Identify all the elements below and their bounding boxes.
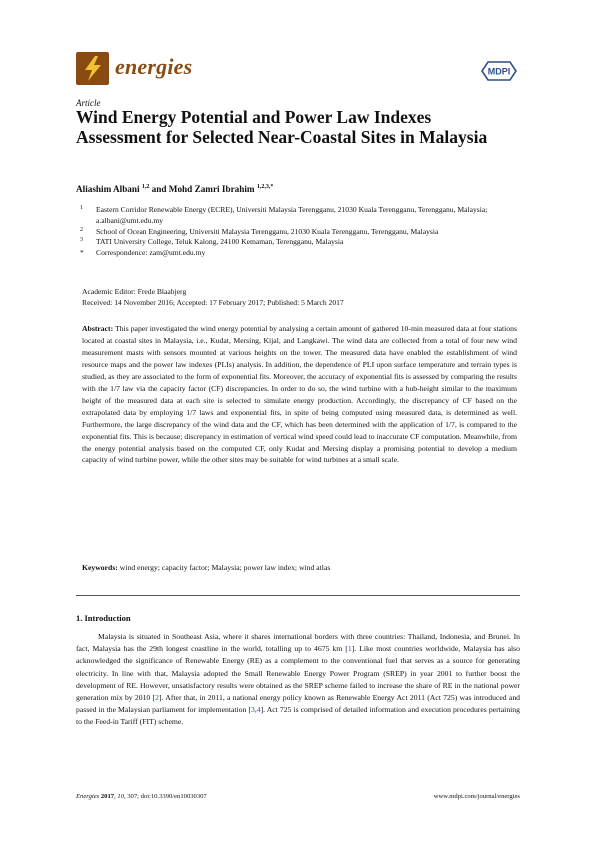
section-heading: 1. Introduction <box>76 613 131 623</box>
journal-url[interactable]: www.mdpi.com/journal/energies <box>433 793 520 800</box>
citation-link[interactable]: 1 <box>347 644 352 654</box>
introduction-paragraph: Malaysia is situated in Southeast Asia, where it shares international borders with three countries: Thailand, Indonesia, and Brunei. In fact, Malaysia has the 29th longest coastline in the world, totalling up to 4675 km [1]. Like most countries worldwide, Malaysia has also acknowledged the significance of Renewable Energy (RE) as a complement to the conventional fuel that serves as a source for generating electricity. In line with that, Malaysia adopted the Small Renewable Energy Power Program (SREP) in year 2001 to further boost the development of RE. However, unsatisfactory results were obtained as the SREP scheme failed to increase the share of RE in the national power generation mix by 2010 [2]. After that, in 2011, a national energy policy known as Renewable Energy Act 2011 (Act 725) was introduced and passed in the Malaysian parliament for implementation [3,4]. Act 725 is comprised of detailed information and execution procedures pertaining to the Feed-in Tariff (FIT) scheme. <box>76 632 521 727</box>
journal-name: energies <box>115 54 193 79</box>
keywords-label: Keywords: <box>82 563 118 572</box>
affiliation-list <box>76 205 516 259</box>
keywords <box>82 563 517 572</box>
abstract-label: Abstract: <box>82 324 114 333</box>
academic-editor: Academic Editor: Frede Blaabjerg <box>82 287 187 296</box>
abstract-text: This paper investigated the wind energy potential by analysing a certain amount of gathered 10-min measured data at four stations located at coastal sites in Malaysia, i.e., Kudat, Mersing, Kijal, and Langkawi. The wind data are collected from a total of four new wind measurement masts with sensors mounted at various heights on the tower. The measured data have enabled the establishment of wind resource maps and the power law indexes (PLIs) analysis. In addition, the dependence of PLI upon surface temperature and terrain types is studied, as they are associated to the form of exponential fits. Moreover, the accuracy of exponential fits is assessed by comparing the results with the 1/7 law via the capacity factor (CF) discrepancies. In order to do so, the wind turbine with a hub-height similar to the maximum height of the measured data at each site is selected to simulate energy production. Accordingly, the discrepancy of CF based on the extrapolated data by employing 1/7 laws and exponential fits, in spite of being computed using measured data, is determined as well. Furthermore, the large discrepancy of the wind data and the CF, which has been determined with the application of 1/7, is compared to the exponential fits. This is because; discrepancy in estimation of vertical wind speed could lead to inaccurate CF computation. Meanwhile, from the energy potential analysis based on the computed CF, only Kudat and Mersing display a promising potential to develop a medium capacity of wind turbine power, while the other sites may be suitable for wind turbines at a small scale. <box>82 324 517 465</box>
svg-text:MDPI: MDPI <box>487 66 511 77</box>
citation-footer: Energies 2017, 10, 307; doi:10.3390/en10030307 <box>76 793 207 800</box>
keywords-text: wind energy; capacity factor; Malaysia; power law index; wind atlas <box>119 563 331 572</box>
author-name: Mohd Zamri Ibrahim <box>168 184 255 195</box>
author-list <box>76 184 273 194</box>
citation-link[interactable]: 2 <box>155 693 159 703</box>
affiliation-item: 1 Eastern Corridor Renewable Energy (ECRE), Universiti Malaysia Terengganu, 21030 Kuala Terengganu, Terengganu, Malaysia; a.albani@umt.edu.my <box>80 205 488 225</box>
author-name: Aliashim Albani <box>76 184 140 195</box>
paper-title: Wind Energy Potential and Power Law Indexes Assessment for Selected Near-Coastal Sites in Malaysia <box>76 107 488 147</box>
affiliation-item: 2 School of Ocean Engineering, Universiti Malaysia Terengganu, 21030 Kuala Terengganu, Terengganu, Malaysia <box>80 226 439 236</box>
citation-link[interactable]: 3 <box>250 705 255 715</box>
publisher-logo <box>478 58 520 89</box>
publication-dates: Received: 14 November 2016; Accepted: 17 February 2017; Published: 5 March 2017 <box>82 298 344 307</box>
author-affiliation-marks: 1,2 <box>141 184 150 190</box>
journal-logo-icon <box>76 52 109 85</box>
section-divider <box>76 595 520 596</box>
affiliation-item: 3 TATI University College, Teluk Kalong, 24100 Kemaman, Terengganu, Malaysia <box>80 237 344 247</box>
publication-info <box>82 286 512 308</box>
abstract <box>82 323 517 466</box>
correspondence: * Correspondence: zam@umt.edu.my <box>80 248 206 258</box>
author-conjunction: and <box>149 184 169 195</box>
citation-link[interactable]: 4 <box>256 705 261 715</box>
article-type: Article <box>76 98 101 108</box>
author-affiliation-marks: 1,2,3,* <box>256 184 274 190</box>
